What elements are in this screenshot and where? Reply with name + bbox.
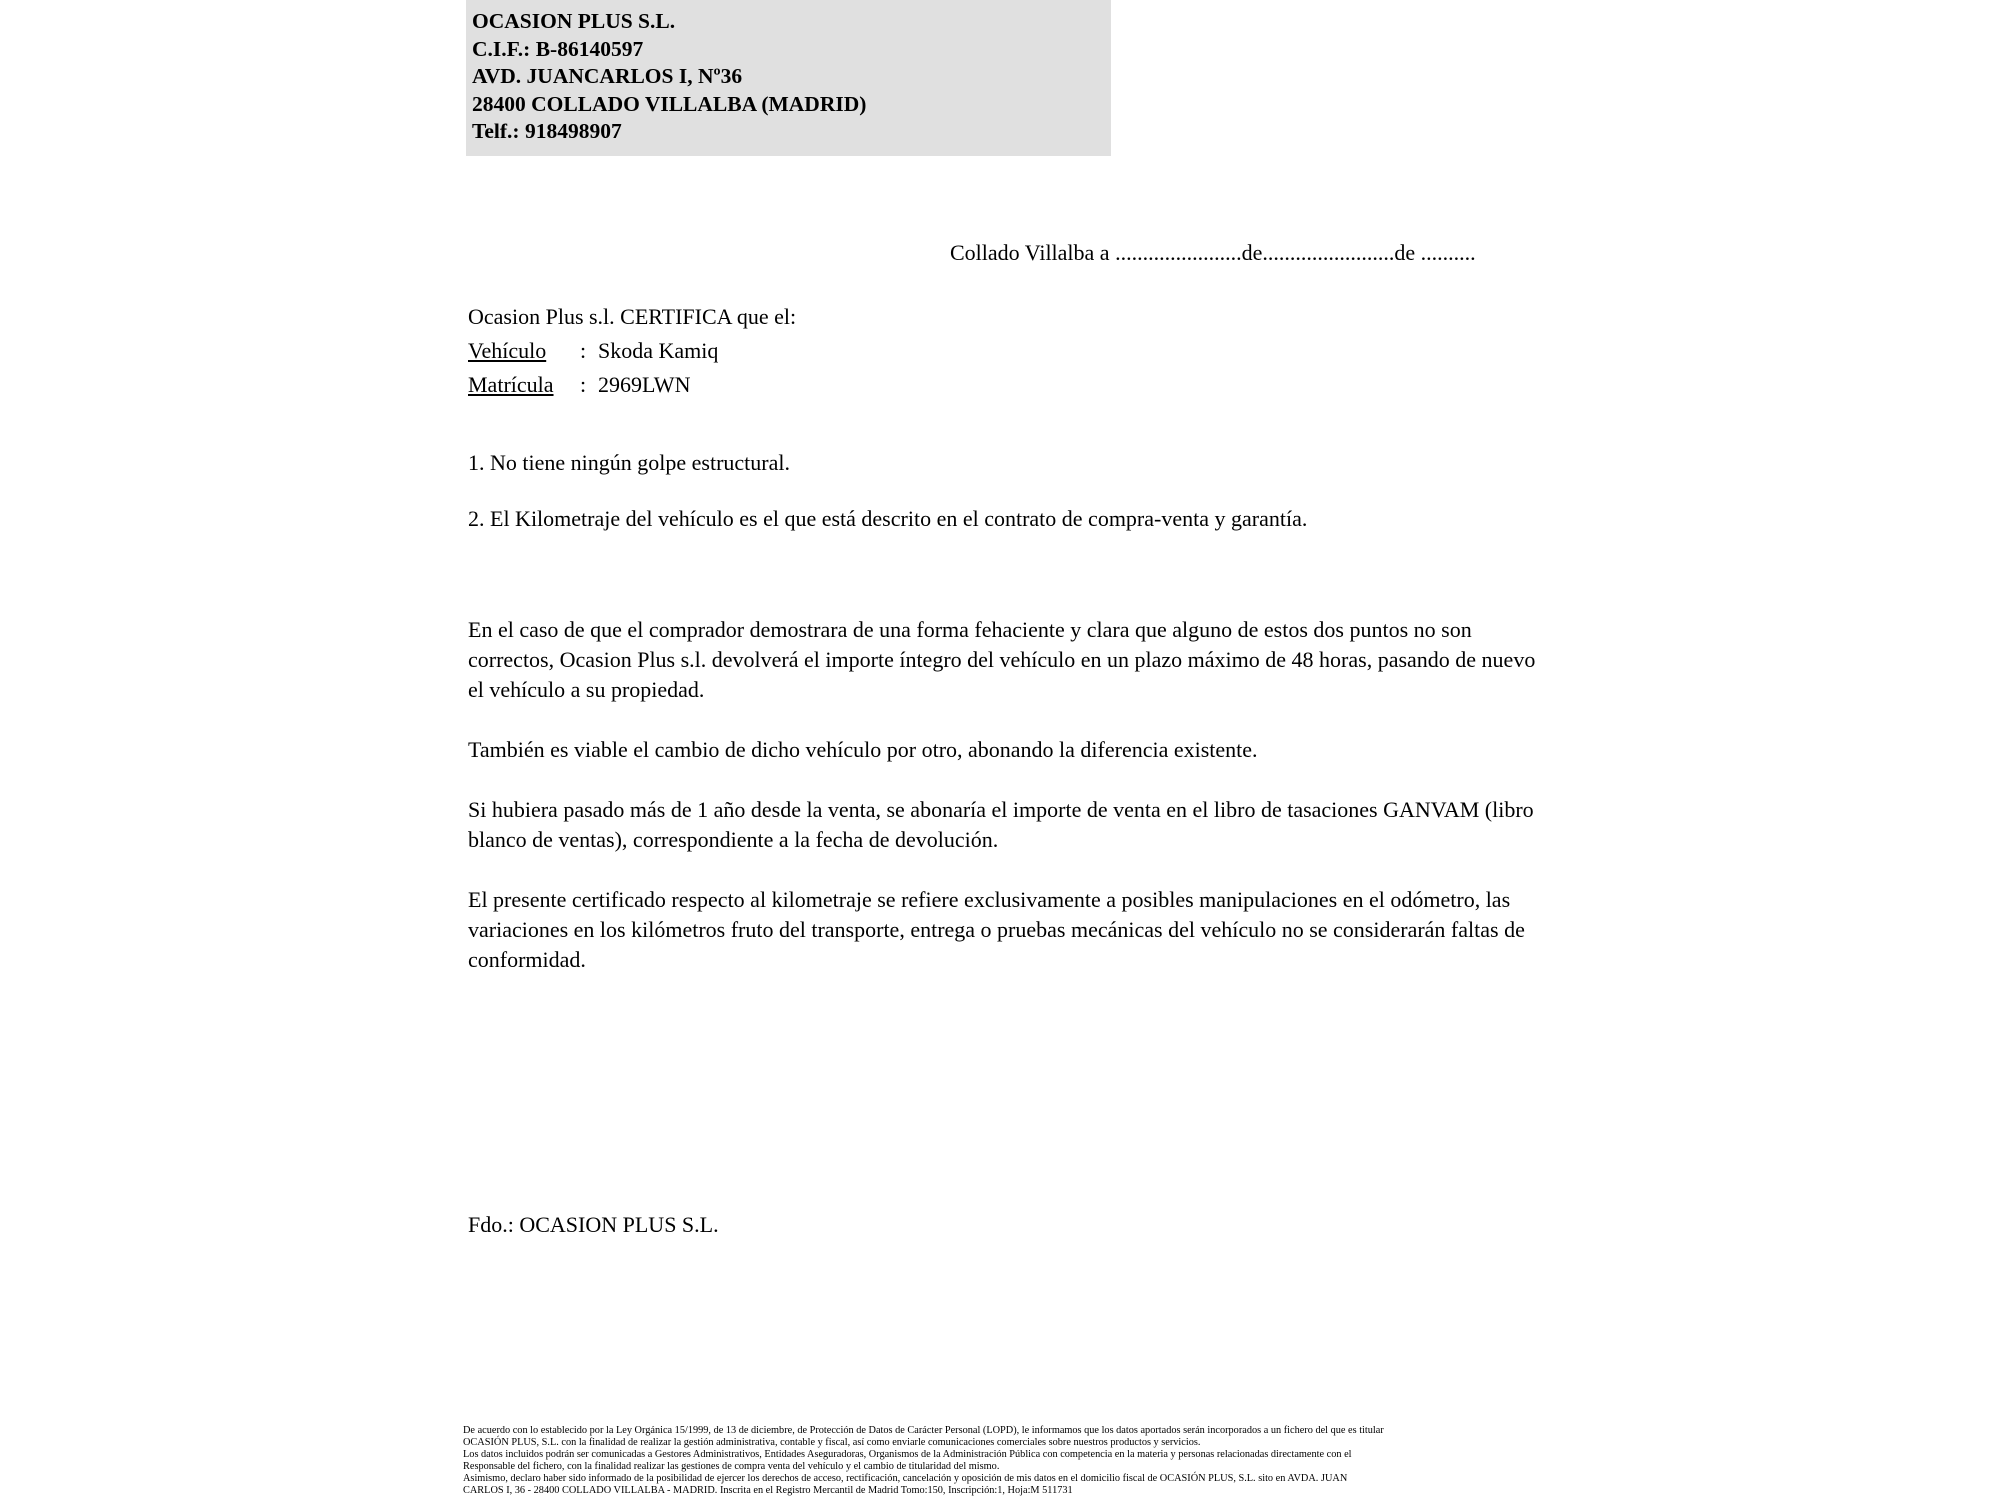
paragraph: Si hubiera pasado más de 1 año desde la venta, se abonaría el importe de venta en el libro de tasaciones GANVAM (libro blanco de ventas), correspondiente a la fecha de devolución. [468,797,1534,852]
legal-line: De acuerdo con lo establecido por la Ley Orgánica 15/1999, de 13 de diciembre, de Protección de Datos de Carácter Personal (LOPD), le informamos que los datos aportados serán incorporados a un fichero del que es titular [463,1425,1384,1436]
company-city: 28400 COLLADO VILLALBA (MADRID) [472,91,867,116]
signature-line: Fdo.: OCASION PLUS S.L. [468,1212,719,1237]
plate-label: Matrícula [468,372,554,397]
legal-footer [463,1425,1563,1498]
company-name: OCASION PLUS S.L. [472,9,676,33]
vehicle-value: Skoda Kamiq [598,338,719,363]
legal-line: Los datos incluidos podrán ser comunicadas a Gestores Administrativos, Entidades Aseguradoras, Organismos de la Administración Pública con competencia en la materia y personas relacionadas directamente con el [463,1449,1352,1461]
legal-line: Responsable del fichero, con la finalidad realizar las gestiones de compra venta del vehículo y el cambio de titularidad del mismo. [463,1461,1000,1473]
list-item: 2. El Kilometraje del vehículo es el que está descrito en el contrato de compra-venta y garantía. [468,506,1308,531]
legal-line: Asimismo, declaro haber sido informado de la posibilidad de ejercer los derechos de acceso, rectificación, cancelación y oposición de mis datos en el domicilio fiscal de OCASIÓN PLUS, S.L. sito en AVDA. JUAN [463,1473,1348,1485]
body-text [468,615,1548,1005]
plate-value: 2969LWN [598,372,691,397]
plate-colon: : [580,372,587,397]
vehicle-row [468,334,796,368]
letterhead-block [466,0,1111,156]
legal-line: CARLOS I, 36 - 28400 COLLADO VILLALBA - MADRID. Inscrita en el Registro Mercantil de Madrid Tomo:150, Inscripción:1, Hoja:M 511731 [463,1485,1073,1497]
paragraph: El presente certificado respecto al kilometraje se refiere exclusivamente a posibles manipulaciones en el odómetro, las variaciones en los kilómetros fruto del transporte, entrega o pruebas mecánicas del vehículo no se considerarán faltas de conformidad. [468,887,1525,972]
legal-line: OCASIÓN PLUS, S.L. con la finalidad de realizar la gestión administrativa, contable y fiscal, así como enviarle comunicaciones comerciales sobre nuestros productos y servicios. [463,1437,1201,1449]
list-item: 1. No tiene ningún golpe estructural. [468,450,790,475]
paragraph: En el caso de que el comprador demostrara de una forma fehaciente y clara que alguno de estos dos puntos no son correctos, Ocasion Plus s.l. devolverá el importe íntegro del vehículo en un plazo máximo de 48 horas, pasando de nuevo el vehículo a su propiedad. [468,617,1536,702]
paragraph: También es viable el cambio de dicho vehículo por otro, abonando la diferencia existente. [468,737,1258,762]
plate-row [468,368,796,402]
certifica-intro: Ocasion Plus s.l. CERTIFICA que el: [468,304,797,329]
points-list [468,450,1307,562]
date-line: Collado Villalba a .......................de........................de .......... [950,240,1476,265]
vehicle-colon: : [580,338,587,363]
vehicle-label: Vehículo [468,338,547,363]
certification-block [468,300,796,402]
company-cif: C.I.F.: B-86140597 [472,36,644,61]
company-phone: Telf.: 918498907 [472,119,622,143]
company-street: AVD. JUANCARLOS I, Nº36 [472,64,743,88]
